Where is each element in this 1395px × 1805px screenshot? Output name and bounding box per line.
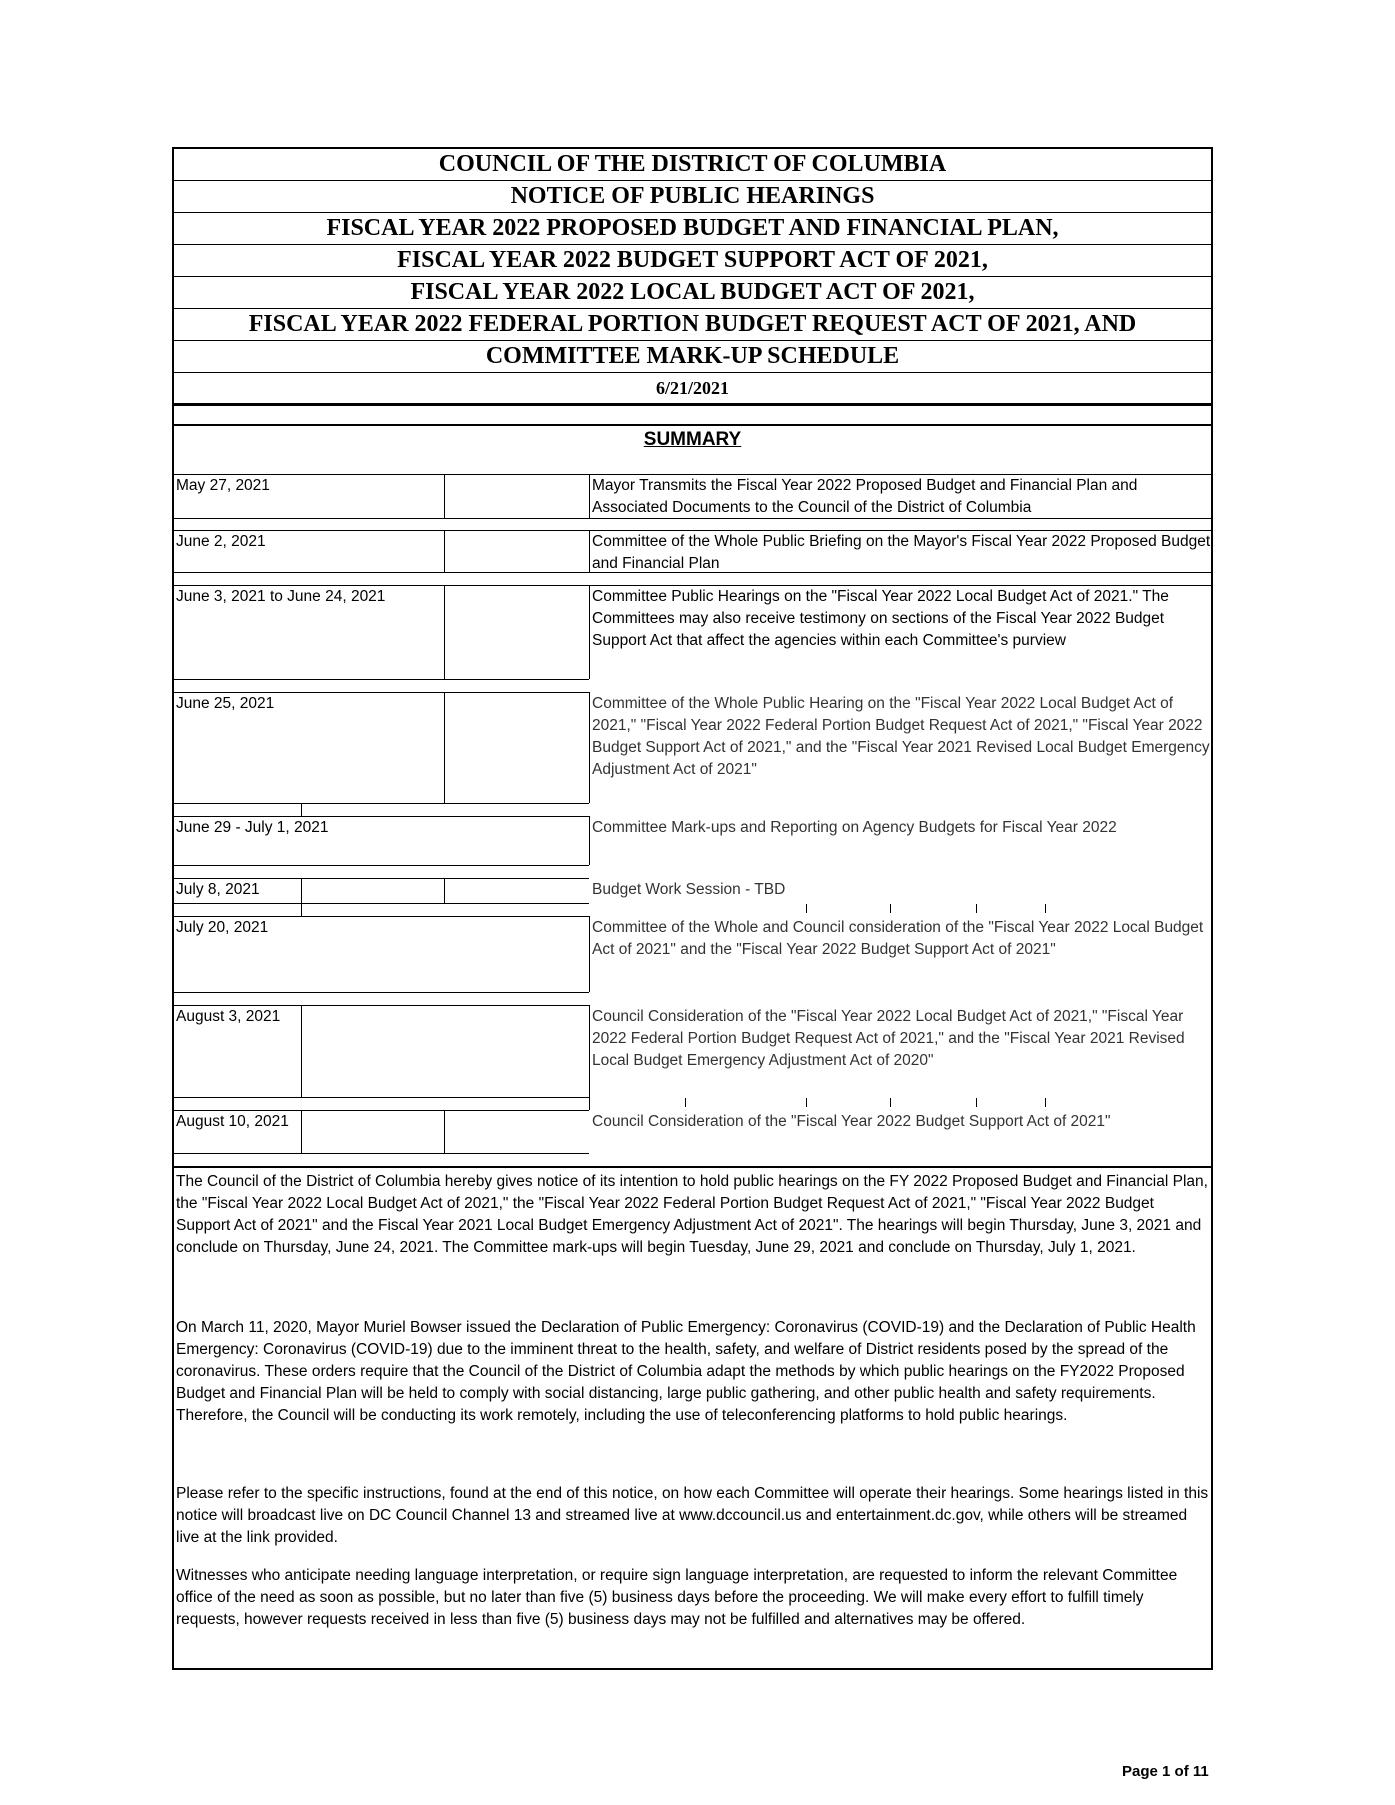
table-rule <box>174 1097 589 1098</box>
column-rule <box>444 474 445 518</box>
notice-paragraph: Please refer to the specific instructions, found at the end of this notice, on how each Committee will operate their hearings. Some hearings listed in this notice will broadcast live on DC Council Channel 13 and streamed live at www.dccouncil.us and entertainment.dc.gov, while others will be streamed live at the link provided. <box>176 1485 1209 1546</box>
column-rule <box>589 916 590 992</box>
notice-paragraph: Witnesses who anticipate needing language interpretation, or require sign language interpretation, are requested to inform the relevant Committee office of the need as soon as possible, but no later than five (5) business days before the proceeding. We will make every effort to fulfill timely requests, however requests received in less than five (5) business days may not be fulfilled and alternatives may be offered. <box>176 1567 1178 1628</box>
table-rule <box>174 903 589 904</box>
tick-mark <box>976 904 977 913</box>
tick-mark <box>976 1098 977 1107</box>
column-rule <box>589 530 590 572</box>
schedule-description: Committee of the Whole Public Hearing on the "Fiscal Year 2022 Local Budget Act of 2021," "Fiscal Year 2022 Federal Portion Budget Request Act of 2021," "Fiscal Year 2022 Budget Support Act of 2021," and the "Fiscal Year 2021 Revised Local Budget Emergency Adjustment Act of 2021" <box>592 695 1210 778</box>
column-rule <box>444 585 445 679</box>
tick-mark <box>685 1098 686 1107</box>
column-rule <box>301 903 302 916</box>
column-rule <box>589 816 590 865</box>
header-line-council: COUNCIL OF THE DISTRICT OF COLUMBIA <box>174 149 1211 181</box>
summary-title: SUMMARY <box>643 429 742 450</box>
header-line-notice: NOTICE OF PUBLIC HEARINGS <box>174 181 1211 213</box>
column-rule <box>444 1110 445 1153</box>
table-rule <box>174 803 589 804</box>
column-rule <box>301 878 302 903</box>
schedule-date: June 29 - July 1, 2021 <box>176 819 329 836</box>
schedule-description: Budget Work Session - TBD <box>592 881 786 898</box>
tick-mark <box>1045 904 1046 913</box>
schedule-date: May 27, 2021 <box>176 477 270 494</box>
divider <box>174 404 1211 406</box>
schedule-description: Committee of the Whole Public Briefing on the Mayor's Fiscal Year 2022 Proposed Budget and Financial Plan <box>592 533 1211 572</box>
column-rule <box>444 692 445 803</box>
tick-mark <box>890 904 891 913</box>
schedule-description: Committee Mark-ups and Reporting on Agency Budgets for Fiscal Year 2022 <box>592 819 1117 836</box>
header-line-federal-act: FISCAL YEAR 2022 FEDERAL PORTION BUDGET REQUEST ACT OF 2021, AND <box>174 309 1211 341</box>
column-rule <box>444 530 445 572</box>
table-rule <box>174 679 589 680</box>
schedule-date: July 20, 2021 <box>176 919 269 936</box>
schedule-description: Mayor Transmits the Fiscal Year 2022 Proposed Budget and Financial Plan and Associated Documents to the Council of the District of Columbia <box>592 477 1138 516</box>
tick-mark <box>806 1098 807 1107</box>
table-rule <box>174 865 589 866</box>
notice-paragraph: On March 11, 2020, Mayor Muriel Bowser issued the Declaration of Public Emergency: Coronavirus (COVID-19) and the Declaration of Public Health Emergency: Coronavirus (COVID-19) due to the imminent threat to the health, safety, and welfare of District residents posed by the spread of the coronavirus. These orders require that the Council of the District of Columbia adapt the methods by which public hearings on the FY2022 Proposed Budget and Financial Plan will be held to comply with social distancing, large public gathering, and other public health and safety requirements. Therefore, the Council will be conducting its work remotely, including the use of teleconferencing platforms to hold public hearings. <box>176 1319 1196 1424</box>
schedule-description: Council Consideration of the "Fiscal Year 2022 Budget Support Act of 2021" <box>592 1113 1111 1130</box>
header-line-markup: COMMITTEE MARK-UP SCHEDULE <box>174 341 1211 373</box>
column-rule <box>589 474 590 518</box>
column-rule <box>589 692 590 803</box>
schedule-description: Committee Public Hearings on the "Fiscal Year 2022 Local Budget Act of 2021." The Committees may also receive testimony on sections of the Fiscal Year 2022 Budget Support Act that affect the agencies within each Committee's purview <box>592 588 1169 649</box>
header-line-support-act: FISCAL YEAR 2022 BUDGET SUPPORT ACT OF 2021, <box>174 245 1211 277</box>
schedule-date: August 10, 2021 <box>176 1113 289 1130</box>
column-rule <box>301 803 302 816</box>
column-rule <box>444 878 445 903</box>
divider <box>174 1166 1211 1168</box>
notice-date: 6/21/2021 <box>174 373 1211 404</box>
tick-mark <box>1045 1098 1046 1107</box>
column-rule <box>301 1005 302 1097</box>
page-number: Page 1 of 11 <box>1122 1763 1209 1780</box>
divider <box>174 424 1211 426</box>
column-rule <box>589 1097 590 1110</box>
schedule-date: July 8, 2021 <box>176 881 260 898</box>
table-rule <box>174 1153 589 1154</box>
schedule-description: Committee of the Whole and Council consideration of the "Fiscal Year 2022 Local Budget Act of 2021" and the "Fiscal Year 2022 Budget Support Act of 2021" <box>592 919 1204 958</box>
notice-frame <box>172 147 1213 1670</box>
table-rule <box>174 992 589 993</box>
column-rule <box>589 585 590 679</box>
header-line-budget-plan: FISCAL YEAR 2022 PROPOSED BUDGET AND FINANCIAL PLAN, <box>174 213 1211 245</box>
notice-paragraph: The Council of the District of Columbia hereby gives notice of its intention to hold public hearings on the FY 2022 Proposed Budget and Financial Plan, the "Fiscal Year 2022 Local Budget Act of 2021," the "Fiscal Year 2022 Federal Portion Budget Request Act of 2021," "Fiscal Year 2022 Budget Support Act of 2021" and the Fiscal Year 2021 Local Budget Emergency Adjustment Act of 2021". The hearings will begin Thursday, June 3, 2021 and conclude on Thursday, June 24, 2021. The Committee mark-ups will begin Tuesday, June 29, 2021 and conclude on Thursday, July 1, 2021. <box>176 1173 1208 1256</box>
header-line-local-act: FISCAL YEAR 2022 LOCAL BUDGET ACT OF 2021, <box>174 277 1211 309</box>
schedule-description: Council Consideration of the "Fiscal Year 2022 Local Budget Act of 2021," "Fiscal Year 2022 Federal Portion Budget Request Act of 2021," and the "Fiscal Year 2021 Revised Local Budget Emergency Adjustment Act of 2020" <box>592 1008 1185 1069</box>
column-rule <box>301 1110 302 1153</box>
schedule-date: June 3, 2021 to June 24, 2021 <box>176 588 386 605</box>
schedule-date: June 25, 2021 <box>176 695 275 712</box>
column-rule <box>589 1005 590 1097</box>
schedule-date: August 3, 2021 <box>176 1008 281 1025</box>
tick-mark <box>806 904 807 913</box>
schedule-date: June 2, 2021 <box>176 533 266 550</box>
tick-mark <box>890 1098 891 1107</box>
